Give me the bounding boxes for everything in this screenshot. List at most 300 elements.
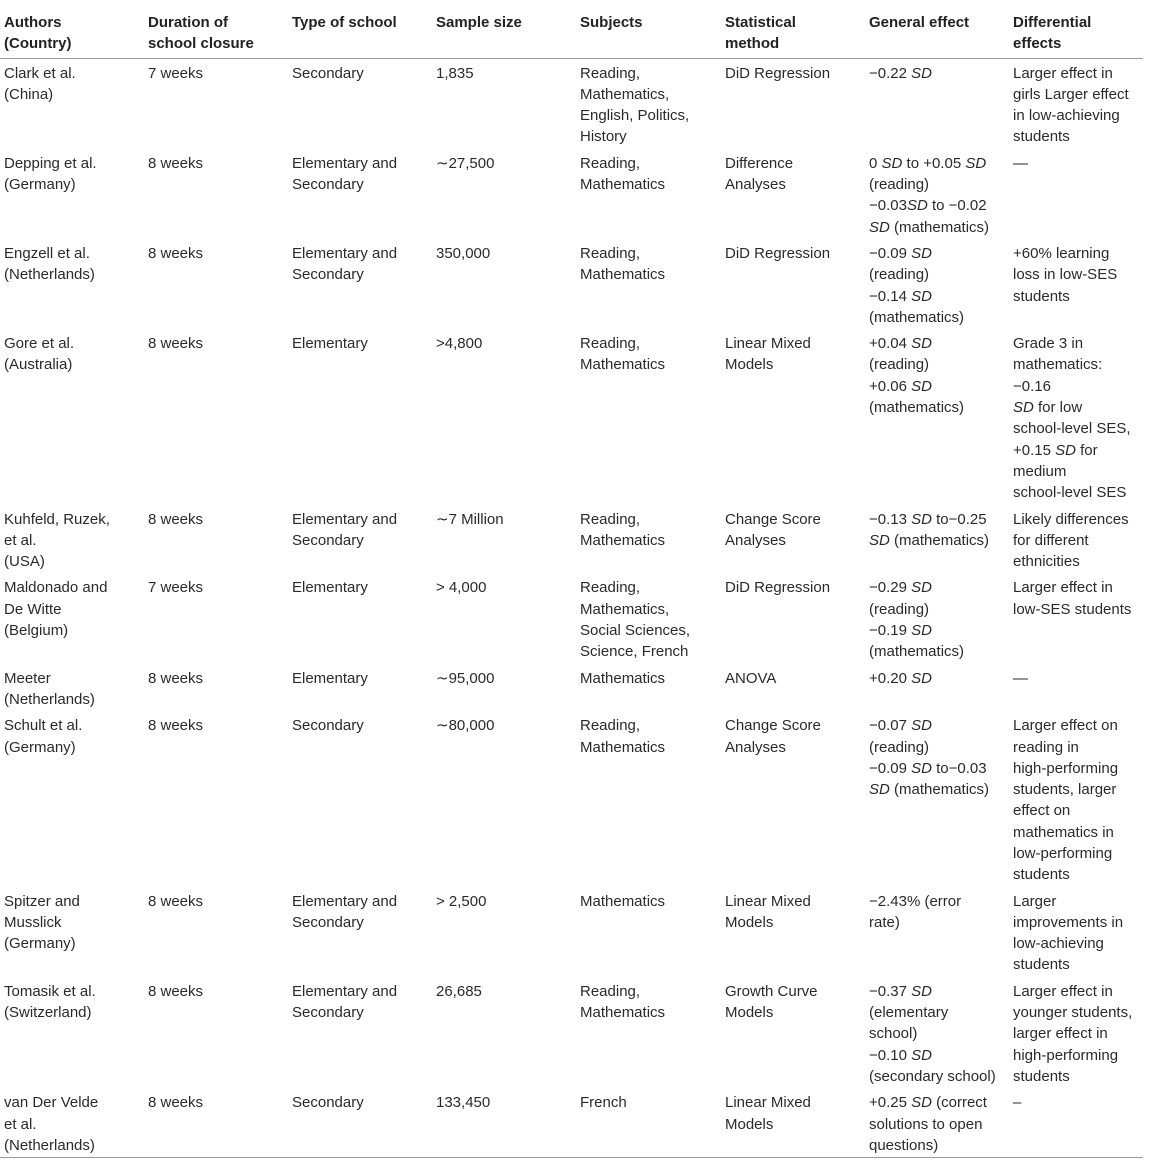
cell-line: high-performing (1013, 1046, 1119, 1064)
cell-line: 26,685 (436, 982, 482, 1000)
cell-line: school-level SES, (1013, 420, 1131, 438)
cell-subjects (576, 58, 721, 149)
cell-line: +0.20 SD (869, 669, 932, 687)
cell-line: Secondary (292, 913, 364, 931)
cell-line: Meeter (4, 669, 51, 687)
cell-duration (144, 58, 288, 149)
cell-line: Elementary and (292, 982, 398, 1000)
cell-line: +0.04 SD (869, 335, 932, 353)
cell-line: ∼95,000 (436, 669, 495, 687)
cell-line: girls Larger effect (1013, 85, 1129, 103)
cell-line: (Netherlands) (4, 266, 95, 284)
cell-line: students (1013, 128, 1070, 146)
cell-line: 7 weeks (148, 64, 204, 82)
cell-duration (144, 977, 288, 1088)
cell-line: SD for low (1013, 399, 1083, 417)
cell-line: Mathematics (580, 738, 666, 756)
cell-line: Reading, (580, 510, 641, 528)
cell-line: (reading) (869, 266, 930, 284)
column-header-differential (1009, 8, 1143, 58)
cell-line: DiD Regression (725, 579, 831, 597)
cell-line: Spitzer and (4, 892, 80, 910)
cell-school (288, 239, 432, 329)
cell-general (865, 664, 1009, 712)
cell-sample (432, 977, 576, 1088)
cell-line: Schult et al. (4, 717, 83, 735)
column-header-line: Statistical (725, 14, 796, 31)
cell-line: (Australia) (4, 356, 73, 374)
cell-differential (1009, 977, 1143, 1088)
cell-school (288, 711, 432, 886)
cell-line: 8 weeks (148, 335, 204, 353)
cell-line: school) (869, 1025, 918, 1043)
column-header-general (865, 8, 1009, 58)
cell-line: Mathematics, (580, 85, 670, 103)
cell-line: 1,835 (436, 64, 474, 82)
cell-general (865, 887, 1009, 977)
cell-authors (0, 239, 144, 329)
cell-line: Gore et al. (4, 335, 75, 353)
cell-line: (elementary (869, 1004, 949, 1022)
cell-duration (144, 239, 288, 329)
cell-line: 8 weeks (148, 669, 204, 687)
cell-line: Models (725, 1004, 774, 1022)
cell-line: in low-achieving (1013, 107, 1120, 125)
cell-line: −0.03SD to −0.02 (869, 197, 987, 215)
cell-authors (0, 887, 144, 977)
cell-authors (0, 149, 144, 239)
cell-duration (144, 149, 288, 239)
cell-line: (Netherlands) (4, 1136, 95, 1154)
cell-line: −0.19 SD (869, 622, 932, 640)
cell-line: Grade 3 in (1013, 335, 1084, 353)
cell-line: +0.06 SD (869, 377, 932, 395)
cell-line: low-performing (1013, 844, 1113, 862)
cell-line: Reading, (580, 244, 641, 262)
cell-method (721, 664, 865, 712)
table-row (0, 149, 1143, 239)
cell-line: 8 weeks (148, 892, 204, 910)
cell-sample (432, 887, 576, 977)
table-row (0, 1088, 1143, 1157)
cell-line: high-performing (1013, 759, 1119, 777)
cell-method (721, 887, 865, 977)
cell-line: Larger effect in (1013, 579, 1113, 597)
column-header-sample (432, 8, 576, 58)
cell-line: school-level SES (1013, 484, 1127, 502)
cell-line: Musslick (4, 913, 62, 931)
cell-line: Likely differences (1013, 510, 1129, 528)
table-row (0, 573, 1143, 663)
column-header-line: Authors (4, 14, 62, 31)
cell-line: Models (725, 356, 774, 374)
cell-line: Difference (725, 154, 794, 172)
cell-subjects (576, 711, 721, 886)
cell-line: students (1013, 956, 1070, 974)
cell-duration (144, 573, 288, 663)
cell-school (288, 573, 432, 663)
cell-authors (0, 711, 144, 886)
cell-line: (reading) (869, 356, 930, 374)
cell-method (721, 1088, 865, 1157)
column-header-line: Differential (1013, 14, 1092, 31)
cell-subjects (576, 149, 721, 239)
cell-line: History (580, 128, 627, 146)
cell-school (288, 329, 432, 504)
cell-line: 8 weeks (148, 244, 204, 262)
cell-line: ANOVA (725, 669, 777, 687)
cell-line: (Germany) (4, 176, 76, 194)
cell-line: 8 weeks (148, 510, 204, 528)
cell-line: et al. (4, 531, 37, 549)
cell-line: 8 weeks (148, 1094, 204, 1112)
cell-duration (144, 664, 288, 712)
studies-table (0, 8, 1143, 1158)
cell-line: (China) (4, 85, 54, 103)
cell-line: Social Sciences, (580, 622, 691, 640)
cell-line: ∼80,000 (436, 717, 495, 735)
cell-line: (mathematics) (869, 643, 965, 661)
cell-sample (432, 573, 576, 663)
cell-line: Elementary and (292, 892, 398, 910)
cell-method (721, 58, 865, 149)
cell-method (721, 329, 865, 504)
column-header-line: effects (1013, 35, 1062, 53)
cell-sample (432, 149, 576, 239)
cell-subjects (576, 329, 721, 504)
cell-general (865, 977, 1009, 1088)
cell-line: loss in low-SES (1013, 266, 1118, 284)
cell-authors (0, 1088, 144, 1157)
cell-differential (1009, 887, 1143, 977)
cell-differential (1009, 58, 1143, 149)
cell-line: Tomasik et al. (4, 982, 96, 1000)
cell-differential (1009, 505, 1143, 574)
table-body (0, 58, 1143, 1158)
studies-table-container (0, 8, 1143, 1158)
cell-duration (144, 505, 288, 574)
cell-sample (432, 58, 576, 149)
cell-sample (432, 1088, 576, 1157)
cell-line: Change Score (725, 510, 821, 528)
cell-line: −0.13 SD to−0.25 (869, 510, 987, 528)
column-header-school (288, 8, 432, 58)
cell-line: Elementary and (292, 510, 398, 528)
cell-line: Models (725, 913, 774, 931)
cell-sample (432, 505, 576, 574)
cell-line: English, Politics, (580, 107, 690, 125)
cell-line: Clark et al. (4, 64, 76, 82)
cell-method (721, 977, 865, 1088)
cell-line: Engzell et al. (4, 244, 90, 262)
cell-line: Secondary (292, 1094, 364, 1112)
cell-subjects (576, 505, 721, 574)
cell-general (865, 329, 1009, 504)
cell-line: Mathematics (580, 266, 666, 284)
cell-differential (1009, 1088, 1143, 1157)
cell-sample (432, 711, 576, 886)
cell-line: mathematics:−0.16 (1013, 356, 1103, 395)
cell-line: low-achieving (1013, 935, 1104, 953)
cell-line: Change Score (725, 717, 821, 735)
cell-differential (1009, 711, 1143, 886)
cell-line: Mathematics (580, 669, 666, 687)
cell-line: French (580, 1094, 627, 1112)
table-row (0, 664, 1143, 712)
cell-line: reading in (1013, 738, 1079, 756)
cell-line: DiD Regression (725, 64, 831, 82)
cell-line: Models (725, 1115, 774, 1133)
cell-line: Reading, (580, 335, 641, 353)
cell-duration (144, 887, 288, 977)
cell-line: Larger effect on (1013, 717, 1118, 735)
cell-line: Linear Mixed (725, 1094, 811, 1112)
cell-sample (432, 664, 576, 712)
cell-line: questions) (869, 1136, 939, 1154)
cell-line: Analyses (725, 738, 786, 756)
cell-line: Growth Curve (725, 982, 818, 1000)
cell-line: −0.09 SD to−0.03 (869, 759, 987, 777)
cell-line: 8 weeks (148, 154, 204, 172)
column-header-line: Subjects (580, 14, 643, 31)
table-row (0, 977, 1143, 1088)
cell-subjects (576, 1088, 721, 1157)
cell-line: −0.07 SD (869, 717, 932, 735)
cell-line: +0.15 SD for (1013, 441, 1098, 459)
column-header-subjects (576, 8, 721, 58)
cell-line: for different (1013, 531, 1089, 549)
cell-line: −0.37 SD (869, 982, 932, 1000)
cell-line: >4,800 (436, 335, 483, 353)
cell-line: Secondary (292, 717, 364, 735)
cell-line: −0.22 SD (869, 64, 932, 82)
cell-line: Reading, (580, 154, 641, 172)
cell-line: solutions to open (869, 1115, 983, 1133)
cell-line: 133,450 (436, 1094, 491, 1112)
cell-line: Elementary and (292, 244, 398, 262)
cell-line: Secondary (292, 266, 364, 284)
cell-line: SD (mathematics) (869, 531, 990, 549)
cell-line: Reading, (580, 717, 641, 735)
cell-authors (0, 329, 144, 504)
cell-line: Analyses (725, 531, 786, 549)
cell-line: (Belgium) (4, 622, 69, 640)
cell-line: students (1013, 1067, 1070, 1085)
table-row (0, 711, 1143, 886)
table-row (0, 58, 1143, 149)
column-header-line: Sample size (436, 14, 522, 31)
cell-authors (0, 977, 144, 1088)
cell-line: 8 weeks (148, 982, 204, 1000)
cell-duration (144, 329, 288, 504)
cell-line: SD (mathematics) (869, 218, 990, 236)
cell-line: −0.09 SD (869, 244, 932, 262)
table-row (0, 239, 1143, 329)
cell-line: Linear Mixed (725, 335, 811, 353)
cell-subjects (576, 664, 721, 712)
cell-line: 8 weeks (148, 717, 204, 735)
cell-general (865, 711, 1009, 886)
cell-line: Elementary (292, 669, 368, 687)
table-row (0, 887, 1143, 977)
cell-line: Linear Mixed (725, 892, 811, 910)
cell-line: medium (1013, 462, 1067, 480)
cell-line: ∼27,500 (436, 154, 495, 172)
cell-differential (1009, 573, 1143, 663)
cell-line: Reading, (580, 579, 641, 597)
cell-line: Mathematics (580, 356, 666, 374)
table-row (0, 505, 1143, 574)
cell-authors (0, 573, 144, 663)
cell-line: De Witte (4, 600, 62, 618)
cell-method (721, 505, 865, 574)
cell-general (865, 239, 1009, 329)
cell-line: 0 SD to +0.05 SD (869, 154, 987, 172)
cell-line: Secondary (292, 176, 364, 194)
cell-duration (144, 711, 288, 886)
cell-subjects (576, 887, 721, 977)
cell-line: Secondary (292, 1004, 364, 1022)
cell-line: Mathematics (580, 1004, 666, 1022)
cell-line: (USA) (4, 553, 45, 571)
cell-line: −2.43% (error (869, 892, 962, 910)
cell-general (865, 573, 1009, 663)
cell-school (288, 58, 432, 149)
column-header-line: school closure (148, 35, 254, 53)
cell-line: Mathematics (580, 176, 666, 194)
cell-line: Larger effect in (1013, 982, 1113, 1000)
cell-line: (mathematics) (869, 399, 965, 417)
cell-line: Analyses (725, 176, 786, 194)
cell-line: Mathematics, (580, 600, 670, 618)
cell-sample (432, 329, 576, 504)
cell-line: et al. (4, 1115, 37, 1133)
table-row (0, 329, 1143, 504)
cell-line: mathematics in (1013, 823, 1114, 841)
cell-line: rate) (869, 913, 900, 931)
cell-authors (0, 664, 144, 712)
cell-subjects (576, 573, 721, 663)
cell-method (721, 573, 865, 663)
cell-line: −0.29 SD (869, 579, 932, 597)
column-header-line: (Country) (4, 35, 72, 53)
cell-line: — (1013, 669, 1028, 687)
cell-line: > 2,500 (436, 892, 487, 910)
cell-line: (reading) (869, 738, 930, 756)
column-header-method (721, 8, 865, 58)
cell-line: −0.10 SD (869, 1046, 932, 1064)
cell-line: Maldonado and (4, 579, 108, 597)
cell-general (865, 149, 1009, 239)
cell-line: DiD Regression (725, 244, 831, 262)
cell-line: (Germany) (4, 935, 76, 953)
cell-line: – (1013, 1094, 1022, 1112)
cell-line: (Netherlands) (4, 690, 95, 708)
cell-method (721, 711, 865, 886)
cell-differential (1009, 329, 1143, 504)
cell-line: Elementary (292, 335, 368, 353)
cell-line: ∼7 Million (436, 510, 504, 528)
cell-line: 7 weeks (148, 579, 204, 597)
cell-line: 350,000 (436, 244, 491, 262)
cell-line: Elementary and (292, 154, 398, 172)
cell-line: +0.25 SD (correct (869, 1094, 987, 1112)
cell-line: low-SES students (1013, 600, 1132, 618)
cell-line: effect on (1013, 802, 1071, 820)
cell-general (865, 58, 1009, 149)
cell-school (288, 149, 432, 239)
cell-line: (Switzerland) (4, 1004, 92, 1022)
cell-method (721, 149, 865, 239)
column-header-duration (144, 8, 288, 58)
cell-school (288, 664, 432, 712)
cell-line: (Germany) (4, 738, 76, 756)
cell-line: (mathematics) (869, 308, 965, 326)
cell-line: Secondary (292, 531, 364, 549)
cell-line: larger effect in (1013, 1025, 1108, 1043)
cell-line: — (1013, 154, 1028, 172)
cell-authors (0, 505, 144, 574)
cell-line: ethnicities (1013, 553, 1080, 571)
cell-school (288, 1088, 432, 1157)
cell-line: (secondary school) (869, 1067, 996, 1085)
cell-duration (144, 1088, 288, 1157)
cell-line: Secondary (292, 64, 364, 82)
cell-differential (1009, 664, 1143, 712)
cell-differential (1009, 149, 1143, 239)
cell-subjects (576, 977, 721, 1088)
cell-line: Science, French (580, 643, 689, 661)
column-header-line: method (725, 35, 780, 53)
cell-subjects (576, 239, 721, 329)
cell-authors (0, 58, 144, 149)
cell-line: Reading, (580, 982, 641, 1000)
cell-line: Elementary (292, 579, 368, 597)
cell-line: Kuhfeld, Ruzek, (4, 510, 110, 528)
cell-line: Mathematics (580, 892, 666, 910)
cell-line: Depping et al. (4, 154, 97, 172)
cell-school (288, 887, 432, 977)
cell-general (865, 505, 1009, 574)
cell-school (288, 505, 432, 574)
cell-line: (reading) (869, 176, 930, 194)
table-header-row (0, 8, 1143, 58)
cell-school (288, 977, 432, 1088)
cell-line: Larger effect in (1013, 64, 1113, 82)
cell-line: SD (mathematics) (869, 781, 990, 799)
cell-line: +60% learning (1013, 244, 1110, 262)
cell-line: Reading, (580, 64, 641, 82)
cell-line: −0.14 SD (869, 287, 932, 305)
column-header-line: General effect (869, 14, 970, 31)
cell-line: students, larger (1013, 781, 1117, 799)
cell-line: Mathematics (580, 531, 666, 549)
cell-line: Larger (1013, 892, 1057, 910)
cell-line: improvements in (1013, 913, 1124, 931)
cell-general (865, 1088, 1009, 1157)
column-header-authors (0, 8, 144, 58)
cell-method (721, 239, 865, 329)
cell-line: (reading) (869, 600, 930, 618)
cell-line: > 4,000 (436, 579, 487, 597)
cell-line: van Der Velde (4, 1094, 99, 1112)
cell-differential (1009, 239, 1143, 329)
cell-sample (432, 239, 576, 329)
cell-line: younger students, (1013, 1004, 1133, 1022)
column-header-line: Duration of (148, 14, 228, 31)
cell-line: students (1013, 866, 1070, 884)
cell-line: students (1013, 287, 1070, 305)
